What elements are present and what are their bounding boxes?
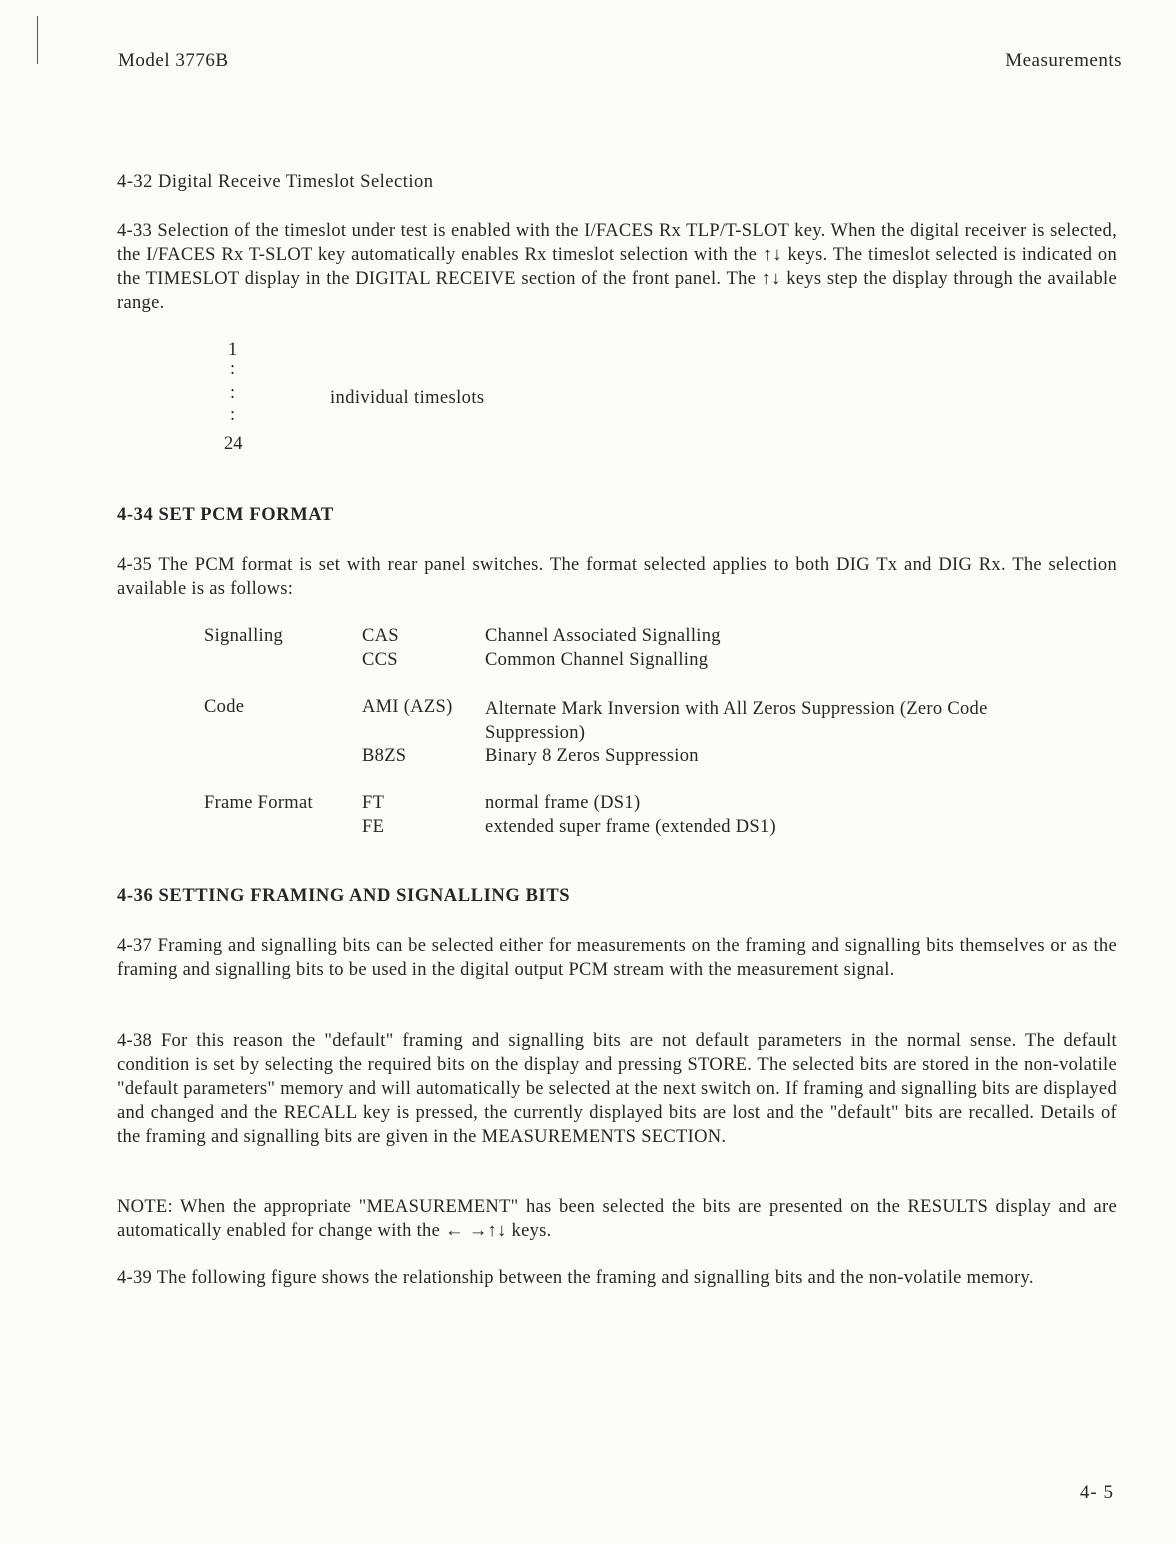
table-code: CCS xyxy=(362,650,398,670)
table-desc: Binary 8 Zeros Suppression xyxy=(485,746,699,766)
paragraph-4-38: 4-38 For this reason the "default" framing and signalling bits are not default parameters in the normal sense. The default condition is set by selecting the required bits on the display and pressing STORE. The selected bits are stored in the non-volatile "default parameters" memory and will automatically be selected at the next switch on. If framing and signalling bits are displayed and changed and the RECALL key is pressed, the currently displayed bits are lost and the "default" bits are recalled. Details of the framing and signalling bits are given in the MEASUREMENTS SECTION. xyxy=(117,1031,1117,1147)
paragraph-4-35: 4-35 The PCM format is set with rear panel switches. The format selected applies to both DIG Tx and DIG Rx. The selection available is as follows: xyxy=(117,555,1117,599)
paragraph-4-37: 4-37 Framing and signalling bits can be selected either for measurements on the framing and signalling bits themselves or as the framing and signalling bits to be used in the digital output PCM stream with the measurement signal. xyxy=(117,936,1117,980)
header-model: Model 3776B xyxy=(118,50,229,71)
page-number: 4- 5 xyxy=(1079,1482,1114,1503)
table-desc: extended super frame (extended DS1) xyxy=(485,817,776,837)
table-desc: normal frame (DS1) xyxy=(485,793,641,813)
table-code: AMI (AZS) xyxy=(362,697,453,717)
range-end: 24 xyxy=(224,434,243,454)
range-label: individual timeslots xyxy=(330,388,485,408)
header-section: Measurements xyxy=(1005,50,1122,71)
paragraph-4-33: 4-33 Selection of the timeslot under test is enabled with the I/FACES Rx TLP/T-SLOT key. When the digital receiver is selected, the I/FACES Rx T-SLOT key automatically enables Rx timeslot selection with the ↑↓ keys. The timeslot selected is indicated on the TIMESLOT display in the DIGITAL RECEIVE section of the front panel. The ↑↓ keys step the display through the available range. xyxy=(117,221,1117,313)
range-dots-1: : xyxy=(230,359,236,379)
table-category: Frame Format xyxy=(204,793,313,813)
table-code: CAS xyxy=(362,626,399,646)
table-desc: Common Channel Signalling xyxy=(485,650,709,670)
range-dots-3: : xyxy=(230,405,236,425)
section-heading-4-32: 4-32 Digital Receive Timeslot Selection xyxy=(117,172,434,192)
range-start: 1 xyxy=(228,340,238,360)
scan-edge-mark xyxy=(37,16,38,64)
table-category: Signalling xyxy=(204,626,284,646)
table-desc: Channel Associated Signalling xyxy=(485,626,721,646)
paragraph-4-39: 4-39 The following figure shows the relationship between the framing and signalling bits and the non-volatile memory. xyxy=(117,1268,1034,1288)
table-desc-continued: Suppression) xyxy=(485,723,586,743)
table-code: FE xyxy=(362,817,385,837)
table-desc: Alternate Mark Inversion with All Zeros Suppression (Zero Code xyxy=(485,699,988,719)
section-heading-4-36: 4-36 SETTING FRAMING AND SIGNALLING BITS xyxy=(117,886,571,906)
range-dots-2: : xyxy=(230,383,236,403)
table-code: B8ZS xyxy=(362,746,407,766)
table-category: Code xyxy=(204,697,245,717)
note-paragraph: NOTE: When the appropriate "MEASUREMENT" has been selected the bits are presented on the RESULTS display and are automatically enabled for change with the ← →↑↓ keys. xyxy=(117,1197,1117,1241)
table-code: FT xyxy=(362,793,385,813)
section-heading-4-34: 4-34 SET PCM FORMAT xyxy=(117,505,334,525)
